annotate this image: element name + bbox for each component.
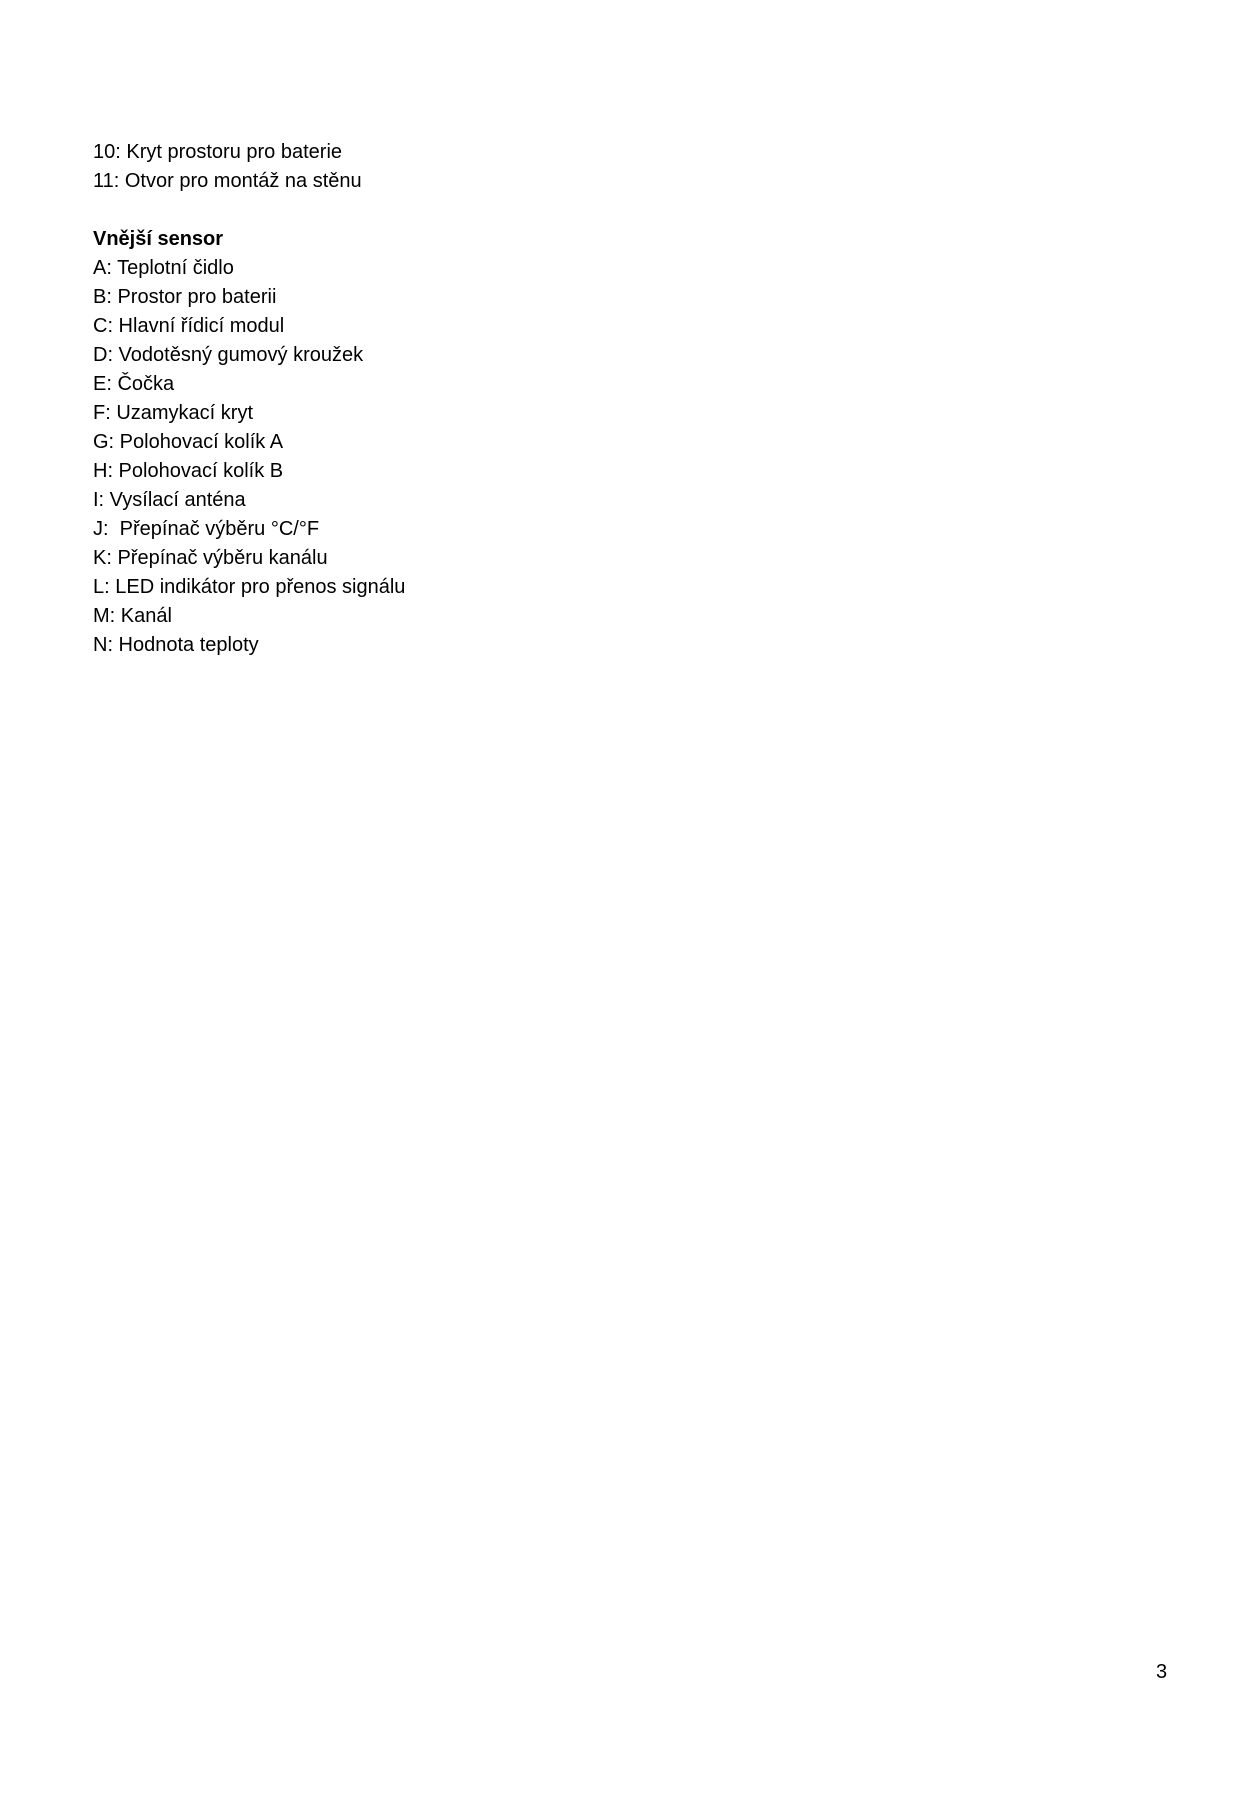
list-item-n: N: Hodnota teploty [93, 634, 259, 656]
list-item-c: C: Hlavní řídicí modul [93, 315, 285, 337]
list-item-i: I: Vysílací anténa [93, 489, 246, 511]
list-item-a: A: Teplotní čidlo [93, 257, 234, 279]
list-item-f: F: Uzamykací kryt [93, 402, 254, 424]
list-item-d: D: Vodotěsný gumový kroužek [93, 344, 364, 366]
list-item-k: K: Přepínač výběru kanálu [93, 547, 328, 569]
list-item-l: L: LED indikátor pro přenos signálu [93, 576, 406, 598]
list-item-b: B: Prostor pro baterii [93, 286, 277, 308]
list-item-10: 10: Kryt prostoru pro baterie [93, 141, 343, 163]
list-item-11: 11: Otvor pro montáž na stěnu [93, 170, 362, 192]
list-item-e: E: Čočka [93, 373, 175, 395]
page-number: 3 [1156, 1661, 1168, 1683]
page-content [93, 138, 993, 660]
list-item-g: G: Polohovací kolík A [93, 431, 284, 453]
section-heading: Vnější sensor [93, 228, 224, 250]
list-item-j: J: Přepínač výběru °C/°F [93, 518, 320, 540]
list-item-h: H: Polohovací kolík B [93, 460, 284, 482]
list-item-m: M: Kanál [93, 605, 172, 627]
spacer [93, 196, 993, 225]
